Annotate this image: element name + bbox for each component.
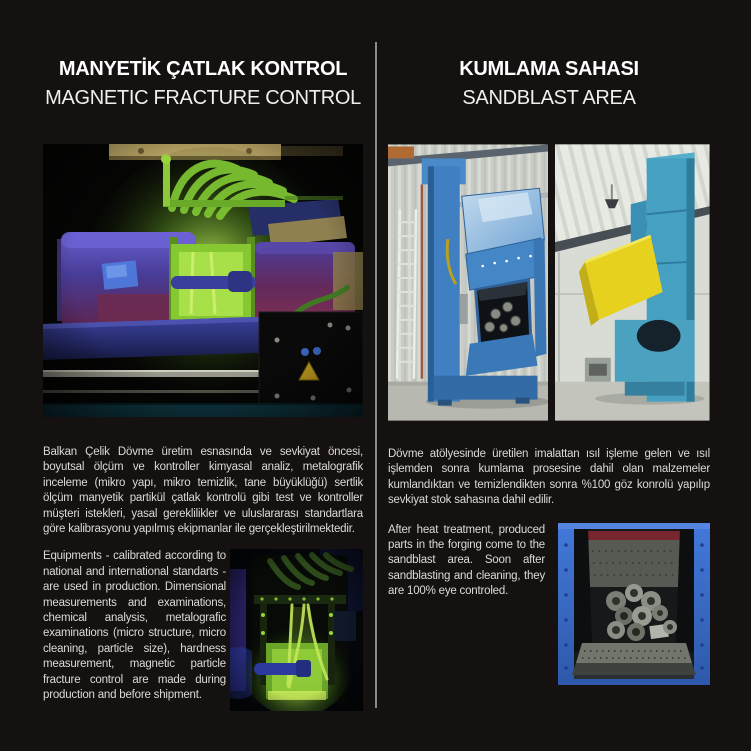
right-title-turkish: KUMLAMA SAHASI (459, 58, 639, 80)
sandblast-photos-row (388, 144, 710, 421)
uv-magnetic-inspection-photo (43, 144, 363, 417)
left-paragraph-english: Equipments - calibrated according to national and international standarts - are used in production. Dimensional measurements and examinations, chemical analysis, metalografic examinations (micro structure, micro cleaning, particle size), hardness measurement, magnetic particle fracture control are made during production and before shipment. (43, 550, 226, 702)
uv-particle-tank-photo (230, 549, 363, 711)
sandblast-chamber-parts-photo (558, 523, 710, 685)
right-paragraph-turkish: Dövme atölyesinde üretilen imalattan ısıl işleme gelen ve ısıl işlemden sonra kumlama prosesine dahil olan malzemeler kumlandıktan ve temizlendikten sonra %100 göz konrolü yapılıp sevkiyat stok sahasına dahil edilir. (388, 448, 710, 507)
left-column (43, 57, 363, 711)
hanger-blast-machine-photo (555, 144, 710, 421)
right-paragraph-english: After heat treatment, produced parts in the forging come to the sandblast area. Soon after sandblasting and cleaning, they are 100% eye controled. (388, 523, 545, 598)
left-paragraph-turkish: Balkan Çelik Dövme üretim esnasında ve sevkiyat öncesi, boyutsal ölçüm ve kontroller kimyasal analiz, metalografik inceleme (mikro yapı, mikro temizlik, tane büyüklüğü) sertlik ölçüm manyetik partikül çatlak kontrolü gibi test ve kontroller müşteri istekleri, yasal gereklilikler ve uluslararası standartlara göre kalibrasyonu yapılmış ekipmanlar ile gerçekleştirilmektedir. (43, 446, 363, 536)
right-english-block (388, 523, 710, 685)
right-column (388, 57, 710, 685)
left-english-block (43, 549, 363, 711)
left-title-english: MAGNETIC FRACTURE CONTROL (45, 87, 361, 109)
column-divider (375, 42, 377, 708)
left-title-turkish: MANYETİK ÇATLAK KONTROL (58, 58, 348, 80)
tumblast-machine-photo (388, 144, 548, 421)
right-title-english: SANDBLAST AREA (462, 87, 636, 109)
